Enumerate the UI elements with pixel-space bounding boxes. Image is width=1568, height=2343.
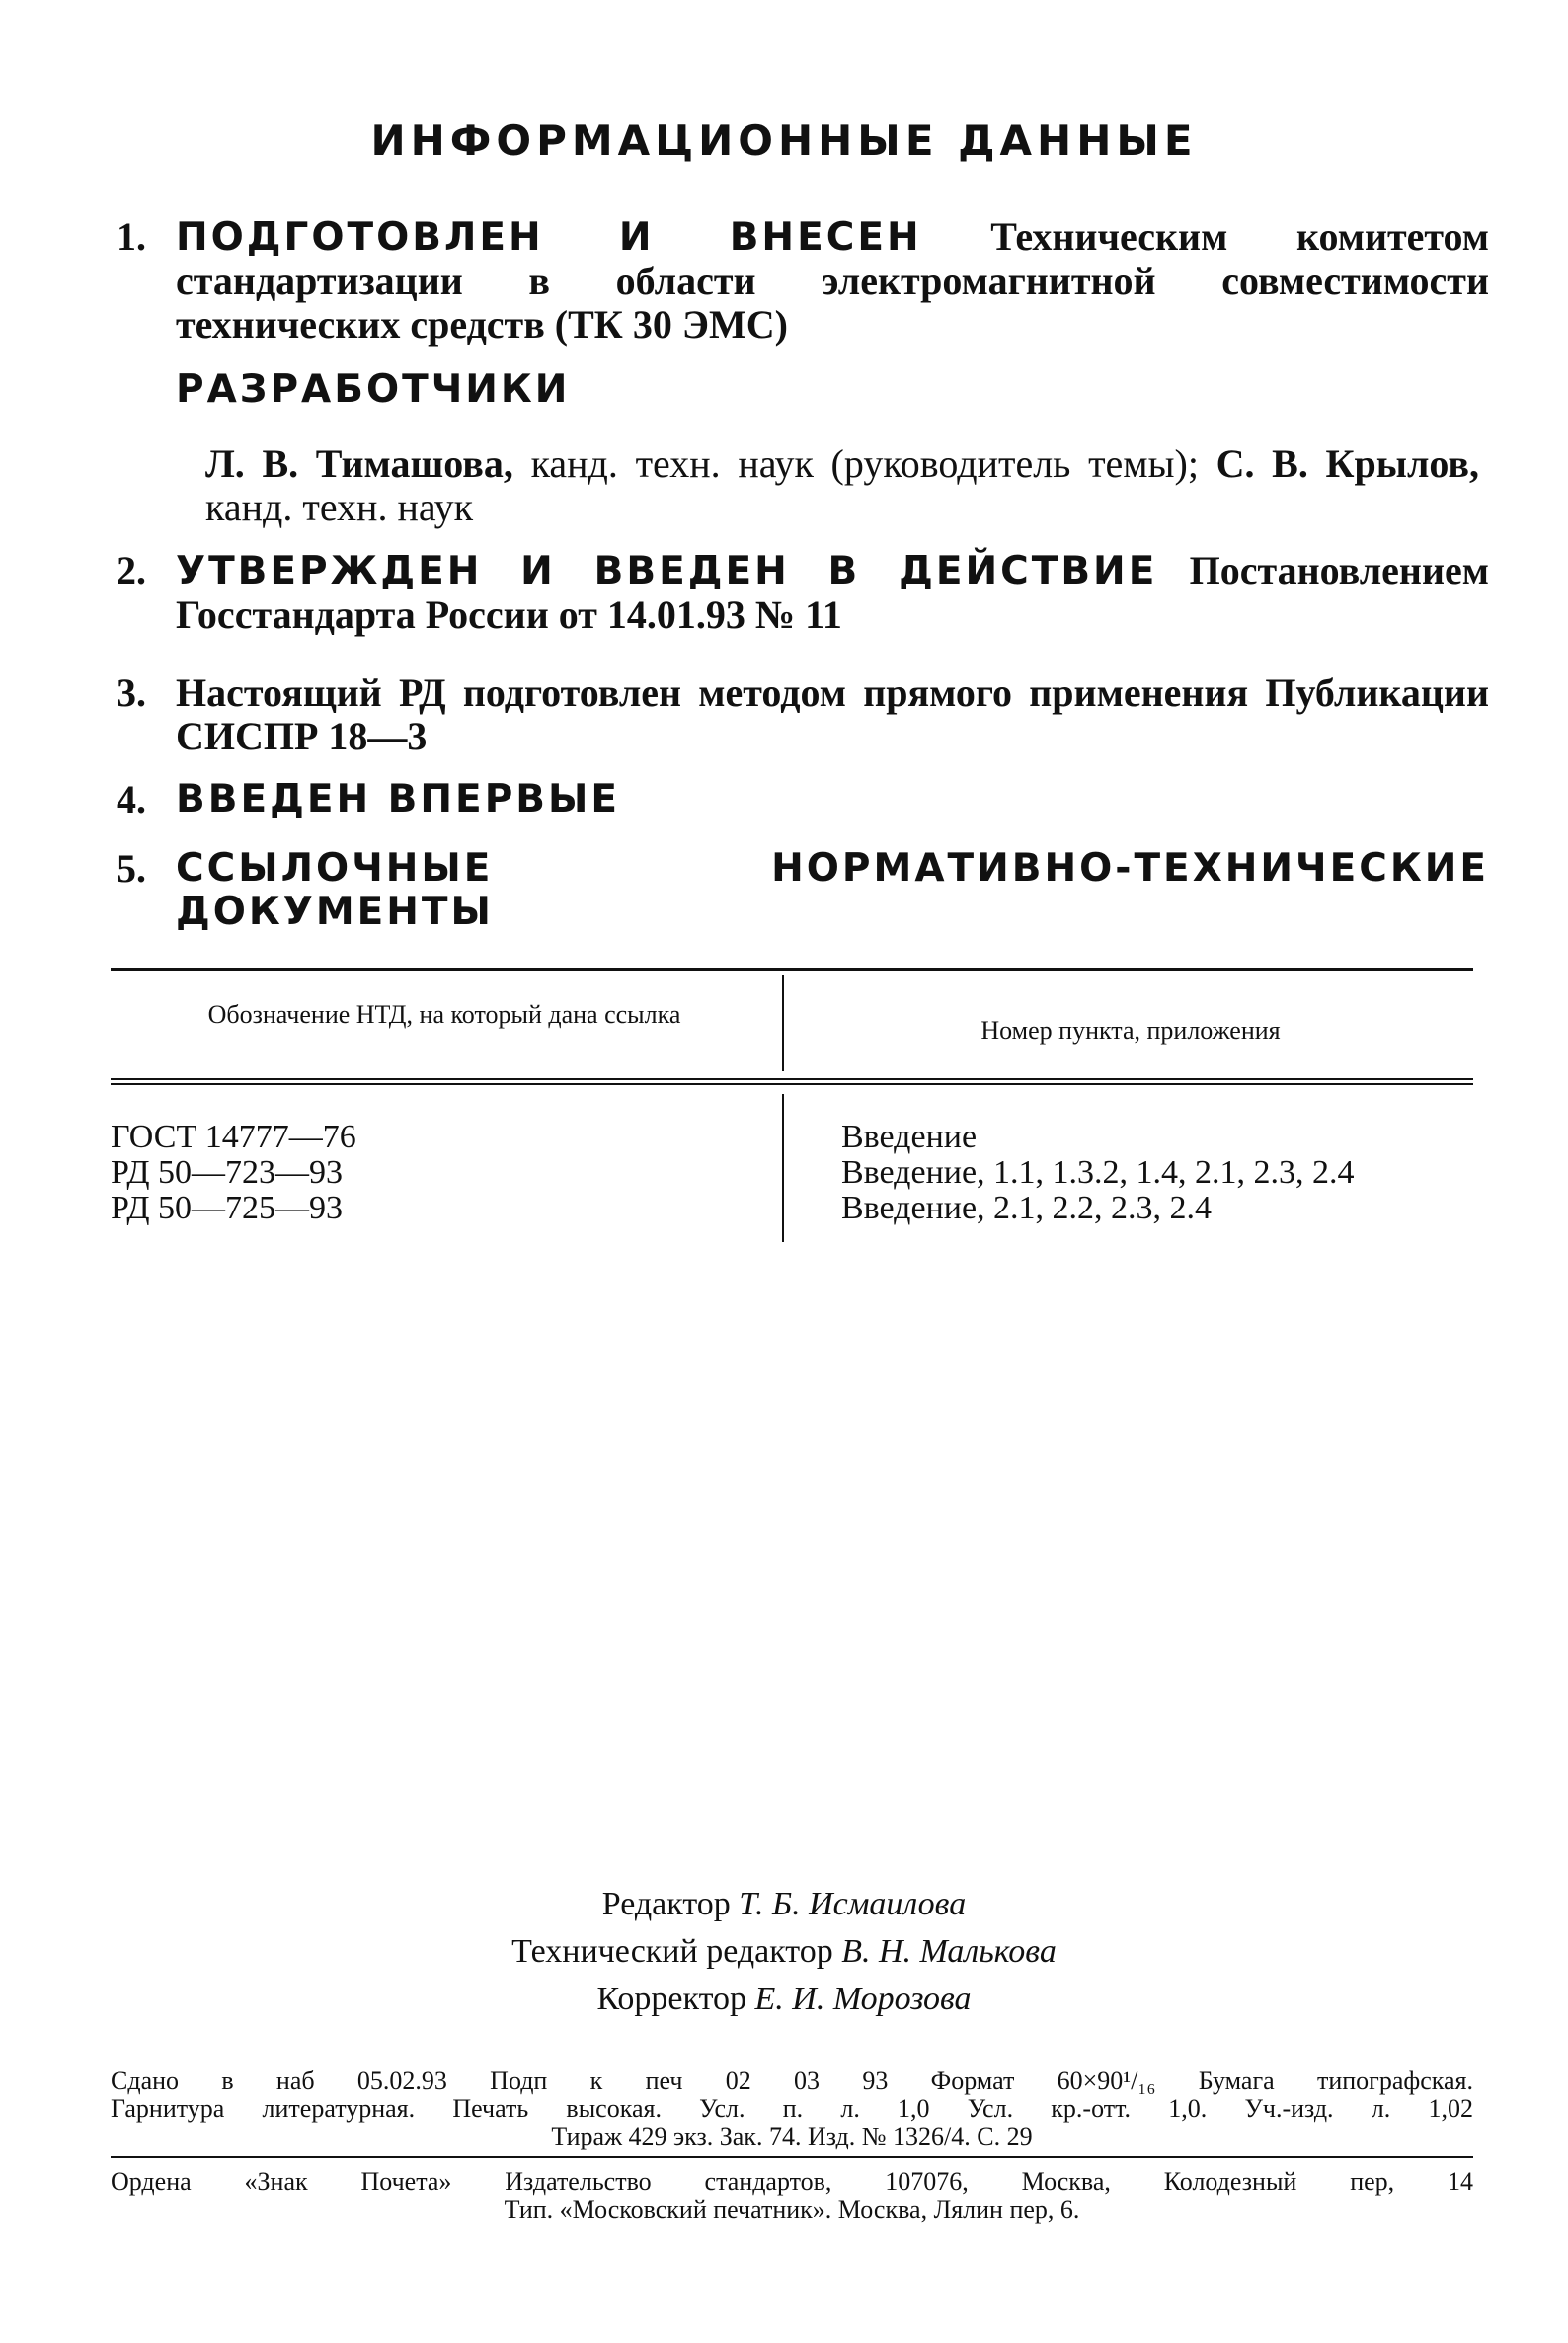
corrector-label: Корректор — [596, 1981, 746, 2017]
editor-name: Т. Б. Исмаилова — [739, 1886, 967, 1922]
item-number: 1. — [117, 214, 146, 259]
table-header-rule — [111, 1083, 1473, 1085]
developer-role: канд. техн. наук — [205, 485, 474, 529]
table-top-rule — [111, 968, 1473, 971]
publisher-block — [111, 2168, 1473, 2224]
tech-editor-name: В. Н. Малькова — [841, 1933, 1057, 1970]
editor-label: Редактор — [601, 1886, 731, 1922]
table-header-clause: Номер пункта, приложения — [980, 1016, 1281, 1045]
item-lead: ВВЕДЕН ВПЕРВЫЕ — [176, 777, 621, 821]
item-text: Постановлением Госстандарта России от 14.01.93 № 11 — [176, 548, 1489, 637]
table-header-rule — [111, 1078, 1473, 1080]
table-cell-clauses: Введение, 1.1, 1.3.2, 1.4, 2.1, 2.3, 2.4 — [841, 1154, 1355, 1191]
table-column-divider — [782, 1094, 784, 1242]
table-cell-designation: РД 50—725—93 — [111, 1190, 344, 1226]
imprint-line: Гарнитура литературная. Печать высокая. Усл. п. л. 1,0 Усл. кр.-отт. 1,0. Уч.-изд. л. 1,02 — [111, 2094, 1473, 2123]
printer-line: Тип. «Московский печатник». Москва, Лялин пер, 6. — [504, 2195, 1080, 2224]
info-item-2 — [117, 549, 1489, 637]
item-body — [176, 549, 1489, 637]
item-number: 2. — [117, 548, 146, 592]
developer-name: С. В. Крылов, — [1215, 441, 1480, 486]
table-header-designation: Обозначение НТД, на который дана ссылка — [207, 1000, 681, 1029]
table-cell-designation: ГОСТ 14777—76 — [111, 1119, 356, 1155]
table-cell-clauses: Введение — [841, 1119, 978, 1155]
tech-editor-label: Технический редактор — [511, 1933, 833, 1970]
item-text: Настоящий РД подготовлен методом прямого применения Публикации СИСПР 18—3 — [176, 670, 1489, 758]
info-item-1 — [117, 215, 1489, 347]
item-text: Техническим комитетом стандартизации в области электромагнитной совместимости технических средств (ТК 30 ЭМС) — [176, 214, 1489, 347]
info-item-3 — [117, 671, 1489, 758]
info-item-5 — [117, 847, 1489, 934]
imprint-rule — [111, 2156, 1473, 2158]
info-item-4 — [117, 778, 1489, 821]
item-lead: ССЫЛОЧНЫЕ НОРМАТИВНО-ТЕХНИЧЕСКИЕ ДОКУМЕНТЫ — [176, 846, 1489, 934]
item-number: 4. — [117, 777, 146, 821]
corrector-name: Е. И. Морозова — [754, 1981, 972, 2017]
item-lead: УТВЕРЖДЕН И ВВЕДЕН В ДЕЙСТВИЕ — [176, 549, 1158, 593]
developer-role: канд. техн. наук (руководитель темы); — [530, 441, 1199, 486]
imprint-line: Сдано в наб 05.02.93 Подп к печ 02 03 93 Формат 60×90¹/₁₆ Бумага типографская. — [111, 2067, 1473, 2095]
table-cell-clauses: Введение, 2.1, 2.2, 2.3, 2.4 — [841, 1190, 1213, 1226]
item-number: 3. — [117, 670, 146, 715]
table-column-divider — [782, 975, 784, 1071]
publisher-line: Ордена «Знак Почета» Издательство стандартов, 107076, Москва, Колодезный пер, 14 — [111, 2167, 1473, 2196]
imprint-line: Тираж 429 экз. Зак. 74. Изд. № 1326/4. С. 29 — [551, 2122, 1033, 2150]
corrector-line — [0, 1977, 1568, 2022]
item-body — [176, 215, 1489, 347]
page-title: ИНФОРМАЦИОННЫЕ ДАННЫЕ — [370, 117, 1198, 165]
item-lead: ПОДГОТОВЛЕН И ВНЕСЕН — [176, 215, 922, 260]
developer-name: Л. В. Тимашова, — [205, 441, 513, 486]
tech-editor-line — [0, 1929, 1568, 1975]
developers-heading: РАЗРАБОТЧИКИ — [176, 367, 571, 412]
editor-line — [0, 1882, 1568, 1927]
item-number: 5. — [117, 846, 146, 891]
table-cell-designation: РД 50—723—93 — [111, 1154, 344, 1191]
imprint-block — [111, 2068, 1473, 2150]
developers-list — [205, 442, 1479, 529]
